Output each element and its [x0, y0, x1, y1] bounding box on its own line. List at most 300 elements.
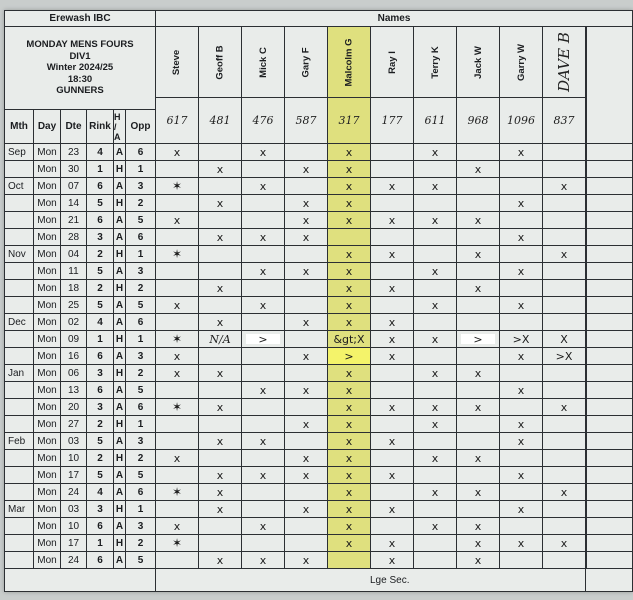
availability-cell[interactable] — [457, 246, 500, 263]
availability-cell[interactable] — [242, 518, 285, 535]
availability-cell[interactable] — [457, 518, 500, 535]
league-title — [4, 27, 156, 110]
fixture-dte-text: 30 — [67, 163, 80, 175]
availability-cell[interactable] — [285, 399, 328, 416]
availability-cell[interactable] — [543, 535, 586, 552]
availability-cell[interactable] — [285, 484, 328, 501]
availability-cell[interactable] — [199, 535, 242, 552]
availability-cell[interactable] — [285, 246, 328, 263]
availability-cell[interactable] — [414, 467, 457, 484]
availability-cell[interactable] — [457, 178, 500, 195]
availability-cell[interactable] — [285, 365, 328, 382]
availability-cell[interactable] — [156, 535, 199, 552]
availability-cell[interactable] — [285, 178, 328, 195]
availability-cell[interactable] — [242, 280, 285, 297]
availability-cell-text: x — [216, 315, 224, 329]
availability-cell[interactable] — [414, 246, 457, 263]
fixture-rink-text: 1 — [97, 163, 103, 175]
availability-cell[interactable] — [500, 297, 543, 314]
availability-cell[interactable] — [414, 229, 457, 246]
availability-cell[interactable] — [199, 552, 242, 569]
fixture-mth-text: Dec — [8, 316, 26, 328]
availability-cell[interactable] — [457, 297, 500, 314]
availability-cell[interactable] — [457, 195, 500, 212]
availability-cell[interactable] — [543, 348, 586, 365]
fixture-opp — [126, 501, 156, 518]
availability-cell[interactable] — [328, 501, 371, 518]
fixture-rink — [87, 297, 114, 314]
availability-cell[interactable] — [371, 246, 414, 263]
availability-cell[interactable] — [328, 382, 371, 399]
availability-cell[interactable] — [156, 518, 199, 535]
availability-cell[interactable] — [285, 433, 328, 450]
availability-cell[interactable] — [199, 467, 242, 484]
fixture-ha-text: H — [115, 163, 124, 175]
fixture-opp — [126, 263, 156, 280]
availability-cell[interactable] — [371, 552, 414, 569]
availability-cell[interactable] — [543, 433, 586, 450]
fixture-ha-text: H — [115, 503, 124, 515]
availability-cell[interactable] — [156, 212, 199, 229]
availability-cell[interactable] — [543, 314, 586, 331]
availability-cell[interactable] — [156, 501, 199, 518]
availability-cell[interactable] — [328, 552, 371, 569]
availability-cell[interactable] — [199, 365, 242, 382]
availability-cell[interactable] — [500, 399, 543, 416]
availability-cell[interactable] — [199, 433, 242, 450]
availability-cell[interactable] — [199, 484, 242, 501]
availability-cell[interactable] — [242, 552, 285, 569]
availability-cell[interactable] — [199, 195, 242, 212]
blank-cell — [586, 518, 633, 535]
fixture-ha — [114, 246, 126, 263]
player-name-0-text: Steve — [171, 49, 183, 75]
availability-cell[interactable] — [457, 161, 500, 178]
availability-cell[interactable] — [500, 331, 543, 348]
availability-cell[interactable] — [156, 365, 199, 382]
availability-cell[interactable] — [242, 246, 285, 263]
availability-cell[interactable] — [543, 365, 586, 382]
fixture-rink — [87, 433, 114, 450]
availability-cell[interactable] — [543, 518, 586, 535]
availability-cell[interactable] — [328, 365, 371, 382]
availability-cell[interactable] — [414, 535, 457, 552]
availability-cell[interactable] — [543, 331, 586, 348]
availability-cell[interactable] — [500, 552, 543, 569]
availability-cell[interactable] — [371, 450, 414, 467]
fixture-rink — [87, 382, 114, 399]
availability-cell[interactable] — [543, 416, 586, 433]
fixture-rink-text: 5 — [97, 469, 103, 481]
fixture-dte — [61, 331, 87, 348]
availability-cell[interactable] — [156, 433, 199, 450]
availability-cell[interactable] — [242, 416, 285, 433]
fixture-day — [34, 263, 61, 280]
availability-cell[interactable] — [414, 161, 457, 178]
availability-cell[interactable] — [156, 399, 199, 416]
availability-cell[interactable] — [328, 450, 371, 467]
availability-cell[interactable] — [371, 416, 414, 433]
availability-cell[interactable] — [242, 212, 285, 229]
availability-cell[interactable] — [242, 365, 285, 382]
availability-cell[interactable] — [414, 297, 457, 314]
availability-cell[interactable] — [500, 212, 543, 229]
availability-cell[interactable] — [242, 382, 285, 399]
availability-cell[interactable] — [371, 348, 414, 365]
availability-cell[interactable] — [543, 484, 586, 501]
availability-cell[interactable] — [414, 433, 457, 450]
availability-cell-text: x — [345, 536, 353, 550]
availability-cell[interactable] — [543, 229, 586, 246]
availability-cell[interactable] — [457, 331, 500, 348]
availability-cell[interactable] — [500, 518, 543, 535]
availability-cell[interactable] — [414, 331, 457, 348]
availability-cell[interactable] — [543, 280, 586, 297]
availability-cell[interactable] — [242, 263, 285, 280]
availability-cell[interactable] — [285, 229, 328, 246]
availability-cell[interactable] — [285, 450, 328, 467]
availability-cell[interactable] — [500, 178, 543, 195]
availability-cell[interactable] — [414, 365, 457, 382]
availability-cell[interactable] — [156, 382, 199, 399]
availability-cell[interactable] — [543, 212, 586, 229]
availability-cell[interactable] — [371, 518, 414, 535]
availability-cell[interactable] — [199, 450, 242, 467]
availability-cell[interactable] — [457, 501, 500, 518]
availability-cell[interactable] — [457, 416, 500, 433]
availability-cell[interactable] — [414, 263, 457, 280]
availability-cell[interactable] — [285, 331, 328, 348]
availability-cell[interactable] — [199, 229, 242, 246]
availability-cell[interactable] — [543, 297, 586, 314]
availability-cell[interactable] — [500, 416, 543, 433]
availability-cell[interactable] — [199, 161, 242, 178]
availability-cell[interactable] — [285, 263, 328, 280]
availability-cell[interactable] — [199, 297, 242, 314]
fixture-dte — [61, 263, 87, 280]
player-name-9 — [543, 27, 586, 98]
fixture-dte-text: 21 — [67, 214, 80, 226]
availability-cell[interactable] — [500, 535, 543, 552]
availability-cell[interactable] — [242, 195, 285, 212]
fixture-mth-text: Nov — [8, 248, 26, 260]
availability-cell[interactable] — [242, 501, 285, 518]
fixture-day-text: Mon — [37, 146, 57, 158]
fixture-rink — [87, 348, 114, 365]
availability-cell[interactable] — [457, 314, 500, 331]
availability-cell[interactable] — [328, 314, 371, 331]
availability-cell[interactable] — [500, 501, 543, 518]
availability-cell[interactable] — [199, 144, 242, 161]
availability-cell[interactable] — [199, 314, 242, 331]
availability-cell[interactable] — [543, 144, 586, 161]
availability-cell[interactable] — [371, 195, 414, 212]
availability-cell[interactable] — [285, 518, 328, 535]
availability-cell[interactable] — [543, 382, 586, 399]
availability-cell[interactable] — [328, 263, 371, 280]
fixture-dte — [61, 144, 87, 161]
availability-cell[interactable] — [285, 552, 328, 569]
availability-cell[interactable] — [242, 178, 285, 195]
availability-cell[interactable] — [199, 518, 242, 535]
availability-cell[interactable] — [371, 297, 414, 314]
availability-cell[interactable] — [457, 348, 500, 365]
fixture-mth-text: Mar — [8, 503, 26, 515]
availability-cell[interactable] — [371, 365, 414, 382]
availability-cell[interactable] — [500, 348, 543, 365]
availability-cell[interactable] — [371, 263, 414, 280]
availability-cell[interactable] — [242, 535, 285, 552]
availability-cell[interactable] — [242, 161, 285, 178]
availability-cell[interactable] — [328, 484, 371, 501]
availability-cell[interactable] — [156, 144, 199, 161]
league-title-line: MONDAY MENS FOURS — [26, 39, 134, 51]
availability-cell[interactable] — [457, 535, 500, 552]
availability-cell[interactable] — [285, 416, 328, 433]
availability-cell[interactable] — [371, 331, 414, 348]
availability-cell[interactable] — [328, 518, 371, 535]
availability-cell[interactable] — [371, 314, 414, 331]
availability-cell[interactable] — [500, 450, 543, 467]
fixture-opp-text: 1 — [137, 248, 144, 260]
availability-cell[interactable] — [414, 382, 457, 399]
availability-cell[interactable] — [199, 382, 242, 399]
fixture-rink-text: 3 — [97, 231, 103, 243]
availability-cell[interactable] — [500, 161, 543, 178]
availability-cell[interactable] — [242, 467, 285, 484]
availability-cell[interactable] — [328, 144, 371, 161]
availability-cell[interactable] — [371, 161, 414, 178]
availability-cell[interactable] — [156, 484, 199, 501]
availability-cell[interactable] — [156, 246, 199, 263]
availability-cell[interactable] — [457, 450, 500, 467]
availability-cell[interactable] — [543, 501, 586, 518]
availability-cell[interactable] — [371, 229, 414, 246]
availability-cell[interactable] — [199, 263, 242, 280]
availability-cell[interactable] — [500, 314, 543, 331]
availability-cell[interactable] — [371, 433, 414, 450]
availability-cell[interactable] — [199, 212, 242, 229]
availability-cell[interactable] — [457, 484, 500, 501]
availability-cell[interactable] — [285, 297, 328, 314]
availability-cell[interactable] — [285, 467, 328, 484]
availability-cell[interactable] — [457, 144, 500, 161]
fixture-opp-text: 3 — [137, 520, 144, 532]
availability-cell[interactable] — [199, 178, 242, 195]
availability-cell[interactable] — [328, 229, 371, 246]
availability-cell[interactable] — [285, 348, 328, 365]
availability-cell[interactable] — [242, 348, 285, 365]
availability-cell-text: x — [517, 196, 525, 210]
availability-cell[interactable] — [199, 399, 242, 416]
availability-cell[interactable] — [371, 535, 414, 552]
availability-cell[interactable] — [414, 518, 457, 535]
blank-cell — [586, 297, 633, 314]
availability-cell[interactable] — [156, 314, 199, 331]
availability-cell[interactable] — [285, 280, 328, 297]
fixture-rink — [87, 212, 114, 229]
availability-cell[interactable] — [500, 433, 543, 450]
availability-cell[interactable] — [156, 297, 199, 314]
availability-cell[interactable] — [371, 178, 414, 195]
availability-cell[interactable] — [543, 161, 586, 178]
availability-cell[interactable] — [414, 416, 457, 433]
availability-cell[interactable] — [414, 450, 457, 467]
availability-cell[interactable] — [414, 280, 457, 297]
availability-cell[interactable] — [199, 348, 242, 365]
availability-cell[interactable] — [328, 467, 371, 484]
availability-cell[interactable] — [500, 484, 543, 501]
availability-cell[interactable] — [199, 501, 242, 518]
availability-cell[interactable] — [500, 229, 543, 246]
availability-cell[interactable] — [242, 229, 285, 246]
availability-cell[interactable] — [371, 280, 414, 297]
availability-cell[interactable] — [285, 144, 328, 161]
availability-cell[interactable] — [199, 331, 242, 348]
availability-cell[interactable] — [457, 280, 500, 297]
availability-cell-text: x — [517, 434, 525, 448]
availability-cell[interactable] — [242, 297, 285, 314]
availability-cell[interactable] — [457, 399, 500, 416]
availability-cell[interactable] — [371, 144, 414, 161]
availability-cell-text: x — [216, 468, 224, 482]
availability-cell[interactable] — [199, 416, 242, 433]
availability-cell[interactable] — [328, 399, 371, 416]
availability-cell[interactable] — [457, 433, 500, 450]
availability-cell[interactable] — [457, 229, 500, 246]
fixture-day — [34, 467, 61, 484]
availability-cell[interactable] — [328, 212, 371, 229]
availability-cell-text: x — [345, 196, 353, 210]
availability-cell[interactable] — [457, 212, 500, 229]
availability-cell[interactable] — [371, 382, 414, 399]
availability-cell[interactable] — [414, 195, 457, 212]
availability-cell[interactable] — [543, 263, 586, 280]
availability-cell[interactable] — [156, 178, 199, 195]
availability-cell[interactable] — [500, 144, 543, 161]
availability-cell[interactable] — [285, 382, 328, 399]
availability-cell[interactable] — [371, 399, 414, 416]
availability-cell[interactable] — [500, 246, 543, 263]
availability-cell[interactable] — [156, 552, 199, 569]
availability-cell[interactable] — [328, 416, 371, 433]
availability-cell[interactable] — [457, 552, 500, 569]
availability-cell[interactable] — [328, 433, 371, 450]
fixture-ha-text: A — [115, 486, 124, 498]
availability-cell[interactable] — [285, 501, 328, 518]
availability-cell[interactable] — [543, 552, 586, 569]
availability-cell[interactable] — [242, 314, 285, 331]
availability-cell[interactable] — [285, 535, 328, 552]
availability-cell[interactable] — [457, 382, 500, 399]
availability-cell[interactable] — [328, 195, 371, 212]
fixture-opp-text: 1 — [137, 418, 144, 430]
availability-cell[interactable] — [500, 195, 543, 212]
availability-cell[interactable] — [543, 399, 586, 416]
availability-cell[interactable] — [285, 161, 328, 178]
availability-cell[interactable] — [242, 433, 285, 450]
availability-cell[interactable] — [414, 178, 457, 195]
availability-cell[interactable] — [328, 280, 371, 297]
fixture-rink — [87, 229, 114, 246]
availability-cell[interactable] — [156, 348, 199, 365]
availability-cell[interactable] — [371, 212, 414, 229]
availability-cell[interactable] — [328, 246, 371, 263]
availability-cell[interactable] — [199, 280, 242, 297]
availability-cell[interactable] — [414, 314, 457, 331]
availability-cell-text: x — [517, 502, 525, 516]
availability-cell[interactable] — [414, 484, 457, 501]
fixture-opp-text: 1 — [137, 503, 144, 515]
fixture-ha-text: A — [115, 520, 124, 532]
availability-cell[interactable] — [156, 416, 199, 433]
availability-cell[interactable] — [543, 450, 586, 467]
availability-cell[interactable] — [457, 467, 500, 484]
availability-cell[interactable] — [199, 246, 242, 263]
availability-cell[interactable] — [328, 535, 371, 552]
availability-cell[interactable] — [285, 195, 328, 212]
availability-cell[interactable] — [543, 195, 586, 212]
availability-cell[interactable] — [156, 280, 199, 297]
availability-cell[interactable] — [156, 195, 199, 212]
availability-cell[interactable] — [242, 450, 285, 467]
availability-cell[interactable] — [543, 467, 586, 484]
availability-cell[interactable] — [156, 467, 199, 484]
availability-cell[interactable] — [328, 297, 371, 314]
availability-cell[interactable] — [242, 331, 285, 348]
availability-cell[interactable] — [414, 348, 457, 365]
availability-cell[interactable] — [328, 331, 371, 348]
availability-cell[interactable] — [414, 212, 457, 229]
availability-cell[interactable] — [457, 263, 500, 280]
availability-cell[interactable] — [242, 484, 285, 501]
availability-cell[interactable] — [156, 331, 199, 348]
availability-cell-text: x — [345, 315, 353, 329]
availability-cell-text: ✶ — [171, 485, 183, 499]
availability-cell[interactable] — [285, 314, 328, 331]
availability-cell[interactable] — [500, 263, 543, 280]
availability-cell[interactable] — [156, 263, 199, 280]
availability-cell-text: x — [388, 349, 396, 363]
availability-cell[interactable] — [371, 467, 414, 484]
availability-cell[interactable] — [414, 552, 457, 569]
availability-cell[interactable] — [371, 501, 414, 518]
availability-cell[interactable] — [414, 399, 457, 416]
availability-cell[interactable] — [156, 229, 199, 246]
availability-cell[interactable] — [414, 144, 457, 161]
availability-cell[interactable] — [285, 212, 328, 229]
player-number-8 — [500, 98, 543, 144]
availability-cell[interactable] — [500, 467, 543, 484]
fixture-day — [34, 433, 61, 450]
availability-cell[interactable] — [242, 399, 285, 416]
availability-cell[interactable] — [156, 161, 199, 178]
availability-cell[interactable] — [414, 501, 457, 518]
availability-cell[interactable] — [500, 382, 543, 399]
availability-cell[interactable] — [156, 450, 199, 467]
fixture-ha-text: H — [115, 333, 124, 345]
availability-cell[interactable] — [371, 484, 414, 501]
availability-cell[interactable] — [543, 178, 586, 195]
availability-cell[interactable] — [328, 348, 371, 365]
availability-cell[interactable] — [543, 246, 586, 263]
availability-cell[interactable] — [500, 365, 543, 382]
availability-cell[interactable] — [328, 178, 371, 195]
availability-cell[interactable] — [328, 161, 371, 178]
availability-cell[interactable] — [500, 280, 543, 297]
availability-cell[interactable] — [457, 365, 500, 382]
availability-cell[interactable] — [242, 144, 285, 161]
